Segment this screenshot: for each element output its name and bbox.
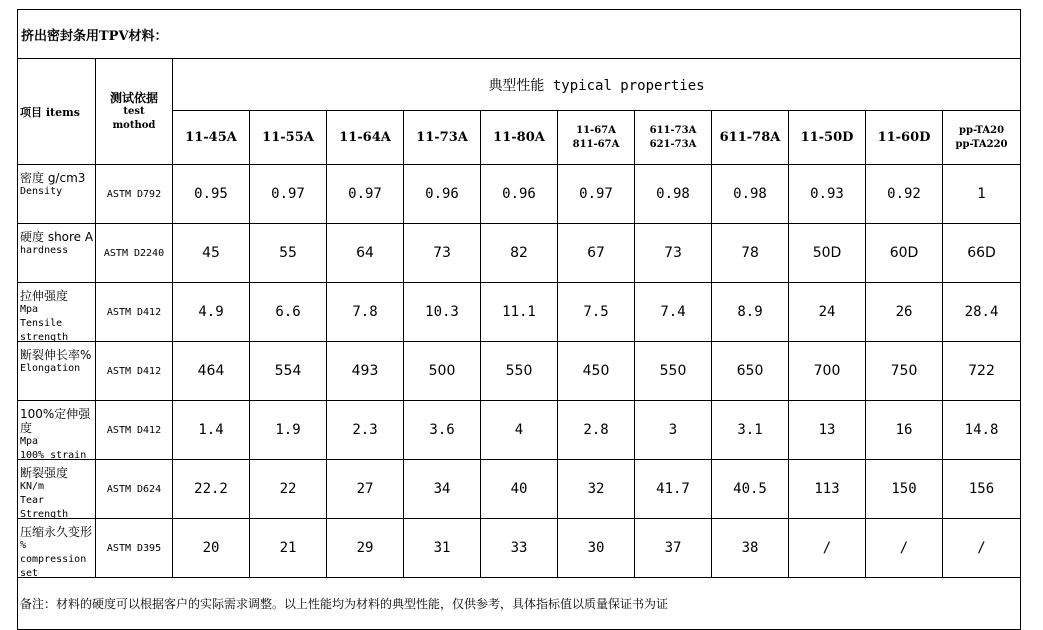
grade-header xyxy=(173,111,250,165)
grade-label: 621-73A xyxy=(649,138,697,150)
property-line: Density xyxy=(20,186,63,197)
test-method-header xyxy=(96,59,173,165)
grade-header xyxy=(481,111,558,165)
grade-label: 11-73A xyxy=(416,130,468,145)
value-cell: 31 xyxy=(404,519,481,578)
value-cell: 700 xyxy=(789,342,866,401)
value-cell: 66D xyxy=(943,224,1021,283)
tpv-properties-table xyxy=(17,9,1021,630)
value-cell: 41.7 xyxy=(635,460,712,519)
grade-header xyxy=(327,111,404,165)
table-row xyxy=(18,165,1021,224)
property-cell xyxy=(18,460,96,519)
value-cell: 67 xyxy=(558,224,635,283)
value-cell: 0.95 xyxy=(173,165,250,224)
property-label xyxy=(20,230,95,275)
value-cell: 4 xyxy=(481,401,558,460)
grade-label: 11-55A xyxy=(262,130,314,145)
grade-label: 611-73A xyxy=(649,124,697,136)
value-cell: 7.5 xyxy=(558,283,635,342)
value-cell: 7.8 xyxy=(327,283,404,342)
value-cell: 50D xyxy=(789,224,866,283)
value-cell: 722 xyxy=(943,342,1021,401)
value-cell: 3.6 xyxy=(404,401,481,460)
property-line: 密度 g/cm3 xyxy=(20,171,86,185)
value-cell: 3.1 xyxy=(712,401,789,460)
value-cell: 40 xyxy=(481,460,558,519)
value-cell: 4.9 xyxy=(173,283,250,342)
grade-label: 11-67A xyxy=(576,124,616,136)
value-cell: / xyxy=(866,519,943,578)
property-cell xyxy=(18,165,96,224)
note-row xyxy=(18,578,1021,630)
value-cell: 6.6 xyxy=(250,283,327,342)
typical-properties-header: 典型性能 typical properties xyxy=(173,59,1021,111)
table-row xyxy=(18,460,1021,519)
property-cell xyxy=(18,224,96,283)
value-cell: 60D xyxy=(866,224,943,283)
property-line: set xyxy=(20,568,39,579)
value-cell: 3 xyxy=(635,401,712,460)
value-cell: 27 xyxy=(327,460,404,519)
table-row xyxy=(18,342,1021,401)
property-line: 100% strain xyxy=(20,450,87,461)
property-line: 压缩永久变形 xyxy=(20,525,93,539)
value-cell: 0.96 xyxy=(404,165,481,224)
value-cell: 30 xyxy=(558,519,635,578)
value-cell: 550 xyxy=(481,342,558,401)
value-cell: 8.9 xyxy=(712,283,789,342)
grade-label: pp-TA20 xyxy=(958,124,1005,136)
test-method-cell: ASTM D624 xyxy=(96,460,173,519)
value-cell: 0.97 xyxy=(250,165,327,224)
value-cell: 0.92 xyxy=(866,165,943,224)
property-line: hardness xyxy=(20,245,69,256)
value-cell: 550 xyxy=(635,342,712,401)
value-cell: / xyxy=(943,519,1021,578)
property-line: Strength xyxy=(20,509,69,520)
test-method-cell: ASTM D395 xyxy=(96,519,173,578)
value-cell: 1.4 xyxy=(173,401,250,460)
value-cell: 650 xyxy=(712,342,789,401)
property-label xyxy=(20,525,95,579)
value-cell: 64 xyxy=(327,224,404,283)
property-label xyxy=(20,171,95,216)
table-row xyxy=(18,224,1021,283)
value-cell: 73 xyxy=(404,224,481,283)
property-line: 100%定伸强度 xyxy=(20,407,91,435)
grade-label: 11-50D xyxy=(800,130,854,145)
value-cell: 493 xyxy=(327,342,404,401)
test-method-header-en2: mothod xyxy=(112,119,156,131)
value-cell: 55 xyxy=(250,224,327,283)
property-line: 硬度 shore A xyxy=(20,230,94,244)
grade-label: 11-64A xyxy=(339,130,391,145)
grade-header xyxy=(866,111,943,165)
property-label xyxy=(20,289,95,343)
property-cell xyxy=(18,519,96,578)
property-line: Tensile xyxy=(20,318,63,329)
value-cell: 1 xyxy=(943,165,1021,224)
value-cell: 37 xyxy=(635,519,712,578)
table-title: 挤出密封条用TPV材料： xyxy=(18,10,1021,59)
value-cell: 0.93 xyxy=(789,165,866,224)
value-cell: 28.4 xyxy=(943,283,1021,342)
value-cell: 464 xyxy=(173,342,250,401)
value-cell: 22.2 xyxy=(173,460,250,519)
grade-label: 811-67A xyxy=(572,138,620,150)
grade-header xyxy=(404,111,481,165)
items-header: 项目 items xyxy=(18,59,96,165)
value-cell: 113 xyxy=(789,460,866,519)
table-row xyxy=(18,401,1021,460)
value-cell: 21 xyxy=(250,519,327,578)
value-cell: 26 xyxy=(866,283,943,342)
property-line: 断裂伸长率% xyxy=(20,348,92,362)
value-cell: / xyxy=(789,519,866,578)
property-label xyxy=(20,407,95,461)
grade-header xyxy=(250,111,327,165)
grade-header xyxy=(635,111,712,165)
value-cell: 24 xyxy=(789,283,866,342)
property-line: % xyxy=(20,540,27,551)
value-cell: 500 xyxy=(404,342,481,401)
test-method-cell: ASTM D792 xyxy=(96,165,173,224)
grade-header xyxy=(789,111,866,165)
property-label xyxy=(20,348,95,393)
property-line: strength xyxy=(20,332,69,343)
value-cell: 40.5 xyxy=(712,460,789,519)
value-cell: 2.3 xyxy=(327,401,404,460)
value-cell: 0.98 xyxy=(712,165,789,224)
property-line: compression xyxy=(20,554,87,565)
grade-label: 611-78A xyxy=(719,130,781,145)
property-line: KN/m xyxy=(20,481,45,492)
value-cell: 10.3 xyxy=(404,283,481,342)
value-cell: 11.1 xyxy=(481,283,558,342)
value-cell: 78 xyxy=(712,224,789,283)
grade-header xyxy=(558,111,635,165)
grade-label: 11-45A xyxy=(185,130,237,145)
property-cell xyxy=(18,283,96,342)
value-cell: 73 xyxy=(635,224,712,283)
remarks-note: 备注：材料的硬度可以根据客户的实际需求调整。以上性能均为材料的典型性能，仅供参考，具体指标值以质量保证书为证 xyxy=(18,578,1021,630)
value-cell: 150 xyxy=(866,460,943,519)
grade-label: 11-60D xyxy=(877,130,931,145)
test-method-cell: ASTM D412 xyxy=(96,283,173,342)
property-line: Mpa xyxy=(20,304,39,315)
value-cell: 450 xyxy=(558,342,635,401)
value-cell: 38 xyxy=(712,519,789,578)
table-row xyxy=(18,519,1021,578)
value-cell: 750 xyxy=(866,342,943,401)
grade-header xyxy=(943,111,1021,165)
test-method-header-en1: test xyxy=(123,105,145,117)
value-cell: 0.98 xyxy=(635,165,712,224)
grade-label: pp-TA220 xyxy=(955,138,1008,150)
test-method-cell: ASTM D2240 xyxy=(96,224,173,283)
value-cell: 20 xyxy=(173,519,250,578)
test-method-cell: ASTM D412 xyxy=(96,401,173,460)
value-cell: 32 xyxy=(558,460,635,519)
property-cell xyxy=(18,401,96,460)
test-method-cell: ASTM D412 xyxy=(96,342,173,401)
value-cell: 14.8 xyxy=(943,401,1021,460)
value-cell: 34 xyxy=(404,460,481,519)
test-method-header-cn: 测试依据 xyxy=(109,90,158,105)
value-cell: 554 xyxy=(250,342,327,401)
value-cell: 22 xyxy=(250,460,327,519)
value-cell: 82 xyxy=(481,224,558,283)
value-cell: 29 xyxy=(327,519,404,578)
value-cell: 7.4 xyxy=(635,283,712,342)
property-line: Tear xyxy=(20,495,45,506)
value-cell: 0.97 xyxy=(327,165,404,224)
value-cell: 33 xyxy=(481,519,558,578)
value-cell: 1.9 xyxy=(250,401,327,460)
property-line: 拉伸强度 xyxy=(20,289,69,303)
value-cell: 13 xyxy=(789,401,866,460)
value-cell: 0.96 xyxy=(481,165,558,224)
property-line: Mpa xyxy=(20,436,39,447)
property-label xyxy=(20,466,95,520)
property-line: Elongation xyxy=(20,363,81,374)
value-cell: 0.97 xyxy=(558,165,635,224)
table-row xyxy=(18,283,1021,342)
property-cell xyxy=(18,342,96,401)
grade-label: 11-80A xyxy=(493,130,545,145)
value-cell: 2.8 xyxy=(558,401,635,460)
value-cell: 16 xyxy=(866,401,943,460)
grade-header xyxy=(712,111,789,165)
value-cell: 156 xyxy=(943,460,1021,519)
property-line: 断裂强度 xyxy=(20,466,69,480)
value-cell: 45 xyxy=(173,224,250,283)
